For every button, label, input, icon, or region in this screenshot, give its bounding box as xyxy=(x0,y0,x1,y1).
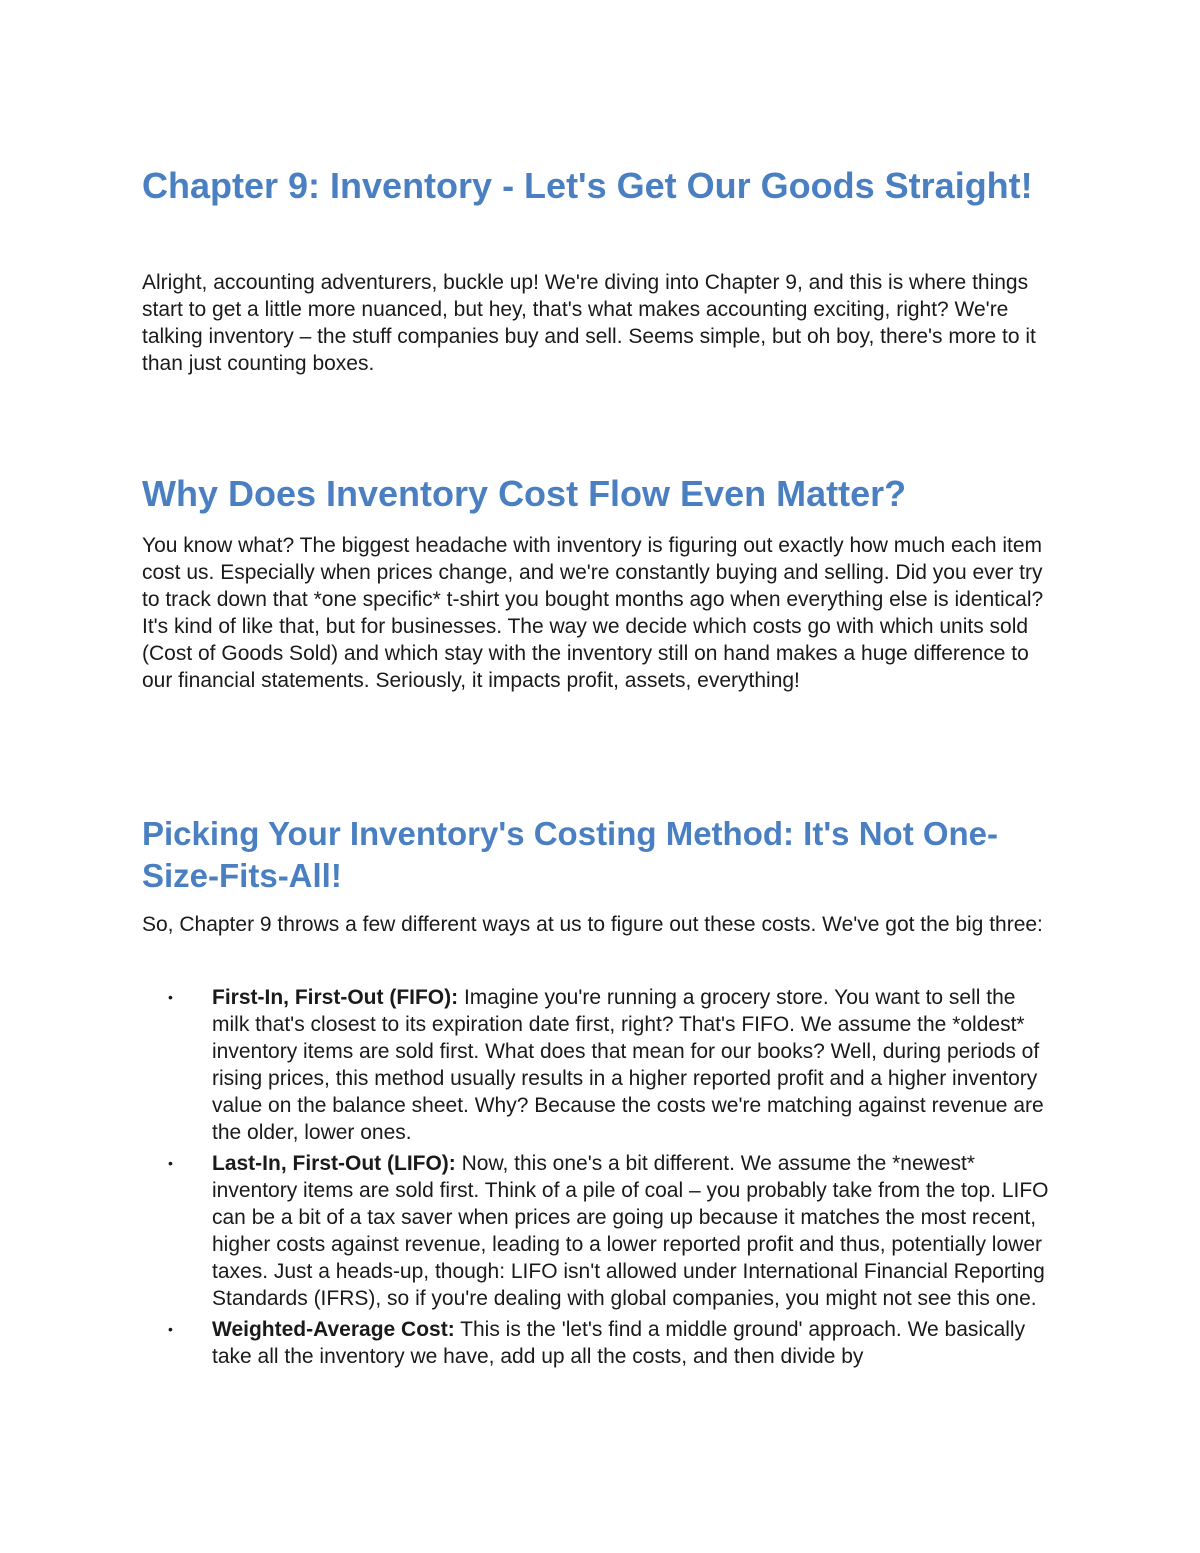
list-item-fifo xyxy=(142,984,1057,1146)
bullet-icon: • xyxy=(168,1155,173,1171)
bullet-icon: • xyxy=(168,1321,173,1337)
lifo-term: Last-In, First-Out (LIFO): xyxy=(212,1152,456,1175)
section-heading-costing-method: Picking Your Inventory's Costing Method: It's Not One-Size-Fits-All! xyxy=(142,815,999,894)
cost-flow-paragraph: You know what? The biggest headache with inventory is figuring out exactly how much each item cost us. Especially when prices change, and we're constantly buying and selling. Did you ever try to track down that *one specific* t-shirt you bought months ago when everything else is identical? It's kind of like that, but for businesses. The way we decide which costs go with which units sold (Cost of Goods Sold) and which stay with the inventory still on hand makes a huge difference to our financial statements. Seriously, it impacts profit, assets, everything! xyxy=(142,534,1044,692)
costing-methods-list xyxy=(142,984,1057,1374)
bullet-icon: • xyxy=(168,989,173,1005)
costing-method-intro-paragraph: So, Chapter 9 throws a few different ways at us to figure out these costs. We've got the big three: xyxy=(142,913,1043,936)
weighted-average-description: This is the 'let's find a middle ground' approach. We basically take all the inventory we have, add up all the costs, and then divide by xyxy=(212,1318,1026,1368)
list-item-weighted-average xyxy=(142,1316,1057,1370)
fifo-term: First-In, First-Out (FIFO): xyxy=(212,986,459,1009)
intro-paragraph: Alright, accounting adventurers, buckle up! We're diving into Chapter 9, and this is where things start to get a little more nuanced, but hey, that's what makes accounting exciting, right? We're talking inventory – the stuff companies buy and sell. Seems simple, but oh boy, there's more to it than just counting boxes. xyxy=(142,271,1036,375)
lifo-description: Now, this one's a bit different. We assume the *newest* inventory items are sold first. Think of a pile of coal – you probably take from the top. LIFO can be a bit of a tax saver when prices are going up because it matches the most recent, higher costs against revenue, leading to a lower reported profit and thus, potentially lower taxes. Just a heads-up, though: LIFO isn't allowed under International Financial Reporting Standards (IFRS), so if you're dealing with global companies, you might not see this one. xyxy=(212,1152,1049,1310)
section-heading-cost-flow: Why Does Inventory Cost Flow Even Matter? xyxy=(142,473,907,514)
chapter-title: Chapter 9: Inventory - Let's Get Our Goods Straight! xyxy=(142,165,1033,206)
weighted-average-term: Weighted-Average Cost: xyxy=(212,1318,455,1341)
fifo-description: Imagine you're running a grocery store. You want to sell the milk that's closest to its expiration date first, right? That's FIFO. We assume the *oldest* inventory items are sold first. What does that mean for our books? Well, during periods of rising prices, this method usually results in a higher reported profit and a higher inventory value on the balance sheet. Why? Because the costs we're matching against revenue are the older, lower ones. xyxy=(212,986,1044,1144)
list-item-lifo xyxy=(142,1150,1057,1312)
